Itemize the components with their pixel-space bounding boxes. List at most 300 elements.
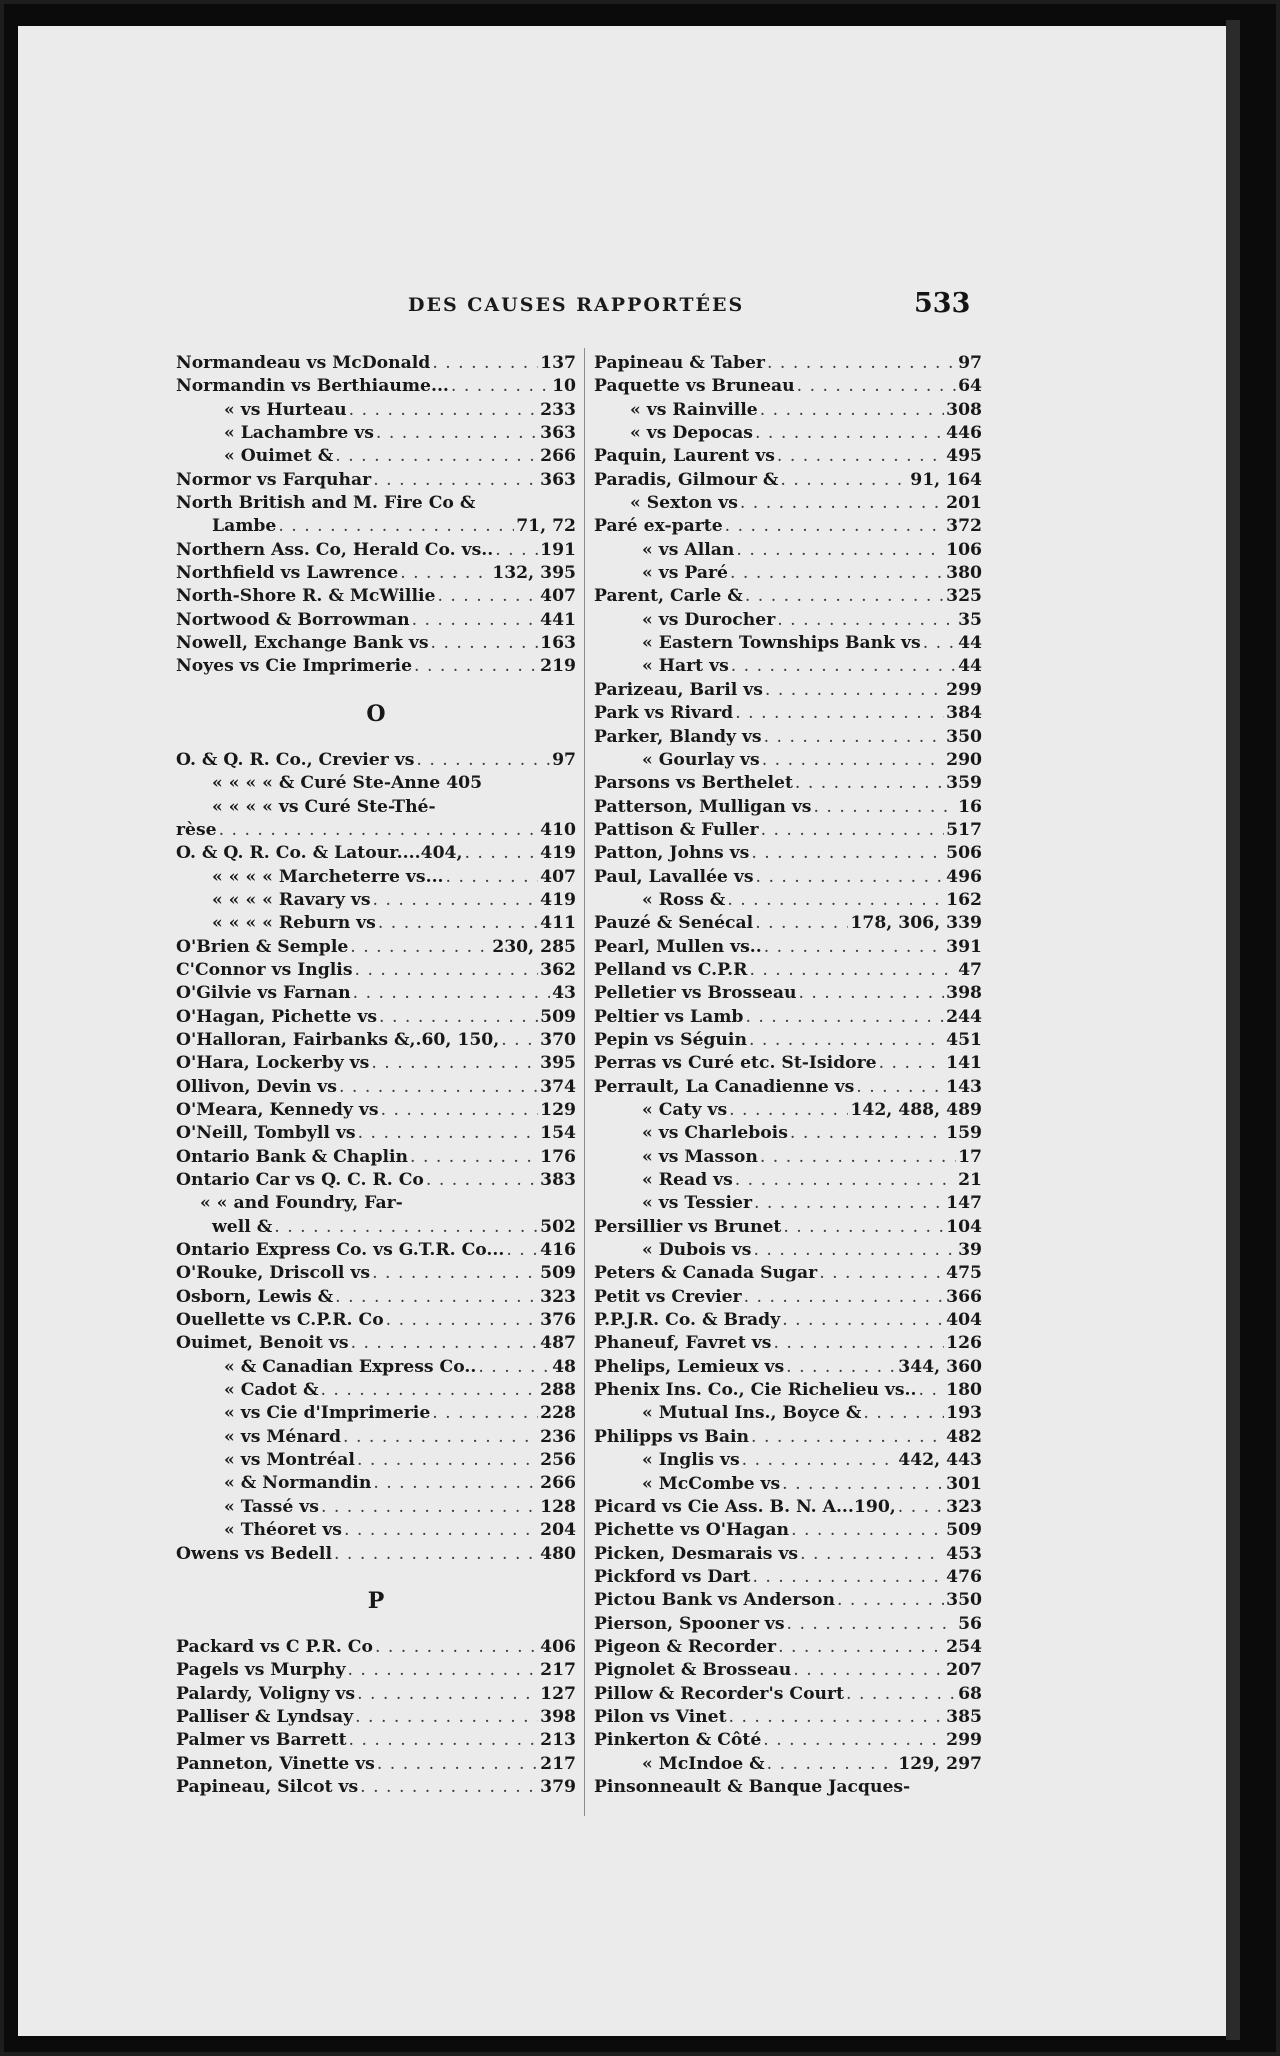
index-entry — [176, 445, 576, 468]
section-letter-heading: P — [367, 1587, 385, 1614]
dot-leader — [381, 1099, 539, 1122]
entry-name: Pelland vs C.P.R — [594, 959, 748, 980]
entry-name: « vs Masson — [642, 1146, 758, 1167]
entry-pages: 244 — [946, 1006, 982, 1027]
index-entry — [176, 1753, 576, 1776]
index-entry — [176, 1519, 576, 1542]
entry-name: Pauzé & Senécal — [594, 913, 754, 934]
entry-pages: 91, 164 — [910, 469, 982, 490]
dot-leader — [846, 1683, 956, 1706]
index-entry — [176, 375, 576, 398]
entry-pages: 233 — [540, 399, 576, 420]
entry-name: Palmer vs Barrett — [176, 1730, 347, 1751]
entry-name: « vs Charlebois — [642, 1123, 788, 1144]
entry-name: Nortwood & Borrowman — [176, 609, 410, 630]
dot-leader — [742, 1449, 897, 1472]
dot-leader — [745, 585, 944, 608]
entry-pages: 506 — [946, 843, 982, 864]
index-entry — [176, 515, 576, 538]
entry-name: Paquette vs Bruneau — [594, 376, 795, 397]
entry-pages: 517 — [946, 819, 982, 840]
entry-name: Petit vs Crevier — [594, 1286, 742, 1307]
entry-name: « vs Depocas — [630, 423, 753, 444]
index-entry — [594, 1169, 982, 1192]
dot-leader — [351, 1332, 539, 1355]
entry-name: Perrault, La Canadienne vs — [594, 1076, 855, 1097]
dot-leader — [446, 866, 539, 889]
index-entry — [594, 1402, 982, 1425]
index-continuation-line: « « « « vs Curé Ste-Thé- — [212, 796, 436, 817]
index-entry — [594, 1286, 982, 1309]
entry-name: Nowell, Exchange Bank vs — [176, 633, 429, 654]
index-entry — [594, 1589, 982, 1612]
dot-leader — [451, 375, 550, 398]
entry-pages: 176 — [540, 1146, 576, 1167]
index-continuation-line: « « « « & Curé Ste-Anne 405 — [212, 773, 483, 794]
entry-pages: 129 — [540, 1099, 576, 1120]
entry-pages: 406 — [540, 1636, 576, 1657]
dot-leader — [780, 469, 908, 492]
dot-leader — [349, 1729, 539, 1752]
entry-name: « Dubois vs — [642, 1240, 752, 1261]
index-entry — [594, 422, 982, 445]
entry-pages: 370 — [540, 1029, 576, 1050]
entry-pages: 308 — [946, 399, 982, 420]
index-entry — [594, 1262, 982, 1285]
section-letter-heading: O — [366, 700, 386, 727]
entry-name: Palardy, Voligny vs — [176, 1683, 356, 1704]
index-entry — [594, 539, 982, 562]
entry-pages: 419 — [540, 843, 576, 864]
entry-name: Picard vs Cie Ass. B. N. A...190, — [594, 1496, 896, 1517]
entry-pages: 97 — [552, 749, 576, 770]
dot-leader — [790, 1122, 944, 1145]
index-entry — [176, 1776, 576, 1799]
entry-pages: 290 — [946, 749, 982, 770]
index-entry — [594, 749, 982, 772]
entry-name: Noyes vs Cie Imprimerie — [176, 656, 413, 677]
entry-pages: 475 — [946, 1263, 982, 1284]
dot-leader — [765, 679, 944, 702]
entry-pages: 126 — [946, 1333, 982, 1354]
dot-leader — [754, 1192, 944, 1215]
index-entry — [594, 959, 982, 982]
index-entry — [176, 352, 576, 375]
index-entry — [594, 469, 982, 492]
index-entry — [594, 982, 982, 1005]
entry-name: C'Connor vs Inglis — [176, 959, 353, 980]
entry-pages: 236 — [540, 1426, 576, 1447]
index-entry — [176, 399, 576, 422]
entry-name: O'Gilvie vs Farnan — [176, 983, 351, 1004]
entry-pages: 137 — [540, 353, 576, 373]
dot-leader — [414, 655, 538, 678]
dot-leader — [800, 1543, 944, 1566]
entry-pages: 509 — [540, 1006, 576, 1027]
index-entry — [176, 1402, 576, 1425]
index-entry — [594, 1332, 982, 1355]
entry-pages: 266 — [540, 446, 576, 467]
dot-leader — [778, 1636, 944, 1659]
entry-name: « Caty vs — [642, 1100, 728, 1120]
entry-name: « vs Cie d'Imprimerie — [224, 1403, 431, 1424]
dot-leader — [745, 1006, 944, 1029]
index-entry — [594, 819, 982, 842]
index-entry — [594, 936, 982, 959]
entry-name: North-Shore R. & McWillie — [176, 586, 436, 607]
entry-name: Pierson, Spooner vs — [594, 1613, 785, 1634]
dot-leader — [410, 1146, 538, 1169]
entry-pages: 372 — [946, 516, 982, 537]
entry-pages: 509 — [540, 1263, 576, 1284]
index-entry — [176, 1029, 576, 1052]
entry-name: Pinkerton & Côté — [594, 1730, 762, 1751]
dot-leader — [749, 1029, 944, 1052]
index-entry — [176, 1356, 576, 1379]
entry-name: « Mutual Ins., Boyce & — [642, 1403, 862, 1424]
dot-leader — [773, 1332, 944, 1355]
dot-leader — [756, 866, 945, 889]
index-column-right — [594, 352, 982, 1799]
entry-pages: 68 — [958, 1683, 982, 1704]
dot-leader — [751, 1426, 944, 1449]
index-entry — [594, 1052, 982, 1075]
dot-leader — [373, 469, 538, 492]
dot-leader — [432, 1402, 538, 1425]
dot-leader — [400, 562, 490, 585]
dot-leader — [431, 632, 539, 655]
entry-name: « « « « Reburn vs — [212, 913, 376, 934]
index-continuation-line: Pinsonneault & Banque Jacques- — [594, 1776, 911, 1797]
dot-leader — [353, 982, 550, 1005]
entry-name: well & — [212, 1216, 273, 1237]
dot-leader — [767, 352, 956, 375]
dot-leader — [349, 399, 538, 422]
book-page — [18, 26, 1229, 2036]
entry-name: « Hart vs — [642, 656, 729, 677]
dot-leader — [375, 1636, 538, 1659]
entry-pages: 97 — [958, 353, 982, 373]
index-column-left — [176, 352, 576, 1799]
dot-leader — [731, 655, 956, 678]
entry-pages: 363 — [540, 469, 576, 490]
entry-name: O'Rouke, Driscoll vs — [176, 1263, 371, 1284]
index-entry — [176, 1076, 576, 1099]
dot-leader — [819, 1262, 944, 1285]
dot-leader — [320, 1379, 538, 1402]
entry-pages: 204 — [540, 1520, 576, 1541]
entry-name: Owens vs Bedell — [176, 1543, 332, 1564]
index-entry — [176, 1216, 576, 1239]
entry-pages: 71, 72 — [516, 516, 576, 537]
entry-name: Ontario Car vs Q. C. R. Co — [176, 1170, 424, 1190]
dot-leader — [725, 515, 944, 538]
dot-leader — [879, 1052, 944, 1075]
entry-name: « Théoret vs — [224, 1520, 342, 1541]
dot-leader — [426, 1169, 538, 1192]
entry-pages: 159 — [946, 1123, 982, 1144]
entry-pages: 363 — [540, 423, 576, 444]
entry-pages: 441 — [540, 609, 576, 630]
index-entry — [176, 866, 576, 889]
entry-name: Phelips, Lemieux vs — [594, 1356, 785, 1377]
entry-name: O'Meara, Kennedy vs — [176, 1099, 379, 1120]
dot-leader — [744, 1286, 944, 1309]
entry-name: Pillow & Recorder's Court — [594, 1683, 845, 1704]
entry-name: Paquin, Laurent vs — [594, 446, 775, 467]
index-entry — [594, 352, 982, 375]
entry-pages: 266 — [540, 1473, 576, 1494]
entry-pages: 43 — [552, 983, 576, 1004]
entry-name: « Inglis vs — [642, 1450, 740, 1471]
dot-leader — [377, 1753, 538, 1776]
index-entry — [176, 422, 576, 445]
entry-name: « Cadot & — [224, 1380, 319, 1401]
index-entry — [176, 842, 576, 865]
entry-pages: 325 — [946, 586, 982, 607]
entry-name: « vs Hurteau — [224, 399, 347, 420]
dot-leader — [777, 445, 944, 468]
entry-name: Patton, Johns vs — [594, 843, 750, 864]
dot-leader — [360, 1776, 538, 1799]
entry-pages: 380 — [946, 563, 982, 584]
dot-leader — [357, 1683, 538, 1706]
entry-name: « McCombe vs — [642, 1473, 781, 1494]
dot-leader — [278, 515, 514, 538]
entry-pages: 509 — [946, 1520, 982, 1541]
entry-name: Ouimet, Benoit vs — [176, 1333, 349, 1354]
index-entry — [176, 1683, 576, 1706]
entry-name: Pelletier vs Brosseau — [594, 983, 797, 1004]
dot-leader — [335, 1286, 538, 1309]
dot-leader — [335, 445, 538, 468]
entry-pages: 201 — [946, 493, 982, 514]
entry-name: Picken, Desmarais vs — [594, 1543, 799, 1564]
dot-leader — [760, 399, 944, 422]
index-entry — [594, 445, 982, 468]
entry-pages: 254 — [946, 1636, 982, 1657]
dot-leader — [376, 422, 538, 445]
running-title: DES CAUSES RAPPORTÉES — [408, 294, 745, 316]
index-entry — [594, 912, 982, 935]
entry-name: « Ross & — [642, 889, 726, 910]
entry-name: Northfield vs Lawrence — [176, 563, 399, 584]
dot-leader — [919, 1379, 945, 1402]
index-entry — [594, 1729, 982, 1752]
entry-pages: 217 — [540, 1753, 576, 1774]
entry-name: O'Halloran, Fairbanks &,.60, 150, — [176, 1029, 500, 1050]
entry-name: Normor vs Farquhar — [176, 469, 372, 490]
dot-leader — [751, 842, 944, 865]
index-entry — [176, 1426, 576, 1449]
entry-pages: 374 — [540, 1076, 576, 1097]
page-edge-shadow — [1226, 20, 1240, 2040]
entry-pages: 193 — [946, 1403, 982, 1424]
entry-name: « vs Paré — [642, 563, 728, 584]
index-entry — [176, 959, 576, 982]
entry-pages: 496 — [946, 866, 982, 887]
dot-leader — [787, 1613, 957, 1636]
index-entry — [594, 842, 982, 865]
index-entry — [176, 1052, 576, 1075]
dot-leader — [350, 936, 490, 959]
entry-pages: 213 — [540, 1730, 576, 1751]
entry-pages: 143 — [946, 1076, 982, 1097]
entry-pages: 207 — [946, 1660, 982, 1681]
entry-pages: 482 — [946, 1426, 982, 1447]
entry-name: Paradis, Gilmour & — [594, 469, 779, 490]
entry-pages: 127 — [540, 1683, 576, 1704]
index-continuation-line: « « and Foundry, Far- — [200, 1193, 403, 1214]
entry-name: P.P.J.R. Co. & Brady — [594, 1310, 781, 1331]
entry-name: Pickford vs Dart — [594, 1566, 751, 1587]
index-entry — [176, 1332, 576, 1355]
entry-name: O. & Q. R. Co., Crevier vs — [176, 749, 415, 770]
entry-name: O'Neill, Tombyll vs — [176, 1123, 356, 1144]
index-entry — [594, 1379, 982, 1402]
entry-name: Pignolet & Brosseau — [594, 1660, 792, 1681]
index-entry — [594, 866, 982, 889]
dot-leader — [761, 819, 945, 842]
index-entry — [176, 1379, 576, 1402]
entry-name: Pigeon & Recorder — [594, 1636, 777, 1657]
dot-leader — [760, 1146, 956, 1169]
dot-leader — [755, 422, 944, 445]
entry-pages: 180 — [946, 1380, 982, 1401]
entry-name: « vs Allan — [642, 539, 735, 560]
dot-leader — [378, 912, 538, 935]
entry-name: Pearl, Mullen vs.. — [594, 936, 762, 957]
entry-pages: 359 — [946, 773, 982, 794]
entry-pages: 44 — [958, 633, 982, 654]
index-entry — [176, 749, 576, 772]
dot-leader — [347, 1659, 538, 1682]
entry-pages: 404 — [946, 1310, 982, 1331]
entry-name: Philipps vs Bain — [594, 1426, 750, 1447]
index-entry — [176, 1239, 576, 1262]
entry-pages: 416 — [540, 1240, 576, 1261]
index-entry — [594, 1146, 982, 1169]
dot-leader — [495, 539, 538, 562]
entry-pages: 384 — [946, 703, 982, 724]
entry-pages: 21 — [958, 1170, 982, 1191]
entry-name: Perras vs Curé etc. St-Isidore — [594, 1053, 877, 1074]
entry-name: Parsons vs Berthelet — [594, 773, 793, 794]
entry-name: Persillier vs Brunet — [594, 1216, 782, 1237]
entry-pages: 391 — [946, 936, 982, 957]
dot-leader — [379, 1006, 538, 1029]
entry-name: Peters & Canada Sugar — [594, 1263, 818, 1284]
dot-leader — [782, 1473, 944, 1496]
entry-name: « Lachambre vs — [224, 423, 374, 444]
entry-name: Pichette vs O'Hagan — [594, 1520, 790, 1541]
dot-leader — [416, 749, 550, 772]
dot-leader — [763, 1729, 944, 1752]
index-entry — [176, 1706, 576, 1729]
index-entry — [176, 1729, 576, 1752]
entry-name: Northern Ass. Co, Herald Co. vs.. — [176, 539, 494, 560]
index-entry — [594, 1496, 982, 1519]
dot-leader — [767, 1753, 897, 1776]
index-entry — [594, 1216, 982, 1239]
index-entry — [594, 562, 982, 585]
entry-pages: 299 — [946, 679, 982, 700]
entry-pages: 398 — [946, 983, 982, 1004]
entry-name: « vs Durocher — [642, 609, 776, 630]
dot-leader — [783, 1216, 944, 1239]
index-entry — [176, 655, 576, 678]
entry-pages: 288 — [540, 1380, 576, 1401]
entry-name: « vs Ménard — [224, 1426, 342, 1447]
index-entry — [594, 1122, 982, 1145]
entry-name: « vs Rainville — [630, 399, 758, 420]
dot-leader — [727, 889, 944, 912]
entry-name: Park vs Rivard — [594, 703, 734, 724]
dot-leader — [501, 1029, 538, 1052]
dot-leader — [371, 1052, 538, 1075]
dot-leader — [795, 772, 944, 795]
index-entry — [594, 679, 982, 702]
index-entry — [594, 1029, 982, 1052]
dot-leader — [782, 1309, 944, 1332]
entry-pages: 228 — [540, 1403, 576, 1424]
dot-leader — [355, 1706, 538, 1729]
index-entry — [176, 469, 576, 492]
page-number: 533 — [914, 288, 971, 319]
entry-pages: 154 — [540, 1123, 576, 1144]
entry-pages: 16 — [958, 796, 982, 817]
entry-name: « Ouimet & — [224, 446, 334, 467]
entry-pages: 446 — [946, 423, 982, 444]
entry-pages: 350 — [946, 1590, 982, 1611]
index-entry — [176, 1099, 576, 1122]
dot-leader — [736, 539, 944, 562]
dot-leader — [343, 1426, 538, 1449]
entry-pages: 219 — [540, 656, 576, 677]
dot-leader — [412, 609, 539, 632]
entry-name: « vs Montréal — [224, 1450, 355, 1471]
dot-leader — [274, 1216, 538, 1239]
entry-name: Parker, Blandy vs — [594, 726, 762, 747]
dot-leader — [372, 1262, 538, 1285]
entry-name: « Read vs — [642, 1170, 733, 1191]
entry-pages: 366 — [946, 1286, 982, 1307]
entry-name: « « « « Ravary vs — [212, 889, 371, 910]
index-entry — [176, 1006, 576, 1029]
index-entry — [594, 1543, 982, 1566]
entry-pages: 442, 443 — [898, 1450, 982, 1471]
entry-name: Pepin vs Séguin — [594, 1029, 747, 1050]
index-entry — [594, 655, 982, 678]
index-entry — [594, 1426, 982, 1449]
entry-name: Peltier vs Lamb — [594, 1006, 744, 1027]
index-entry — [594, 492, 982, 515]
index-entry — [594, 1706, 982, 1729]
dot-leader — [729, 1706, 945, 1729]
running-head — [18, 288, 1226, 324]
index-entry — [594, 1636, 982, 1659]
index-entry — [176, 562, 576, 585]
entry-pages: 411 — [540, 913, 576, 934]
entry-pages: 502 — [540, 1216, 576, 1237]
entry-pages: 163 — [540, 633, 576, 654]
entry-pages: 495 — [946, 446, 982, 467]
dot-leader — [358, 1122, 538, 1145]
index-entry — [176, 982, 576, 1005]
dot-leader — [793, 1659, 944, 1682]
entry-pages: 128 — [540, 1496, 576, 1517]
dot-leader — [464, 842, 538, 865]
